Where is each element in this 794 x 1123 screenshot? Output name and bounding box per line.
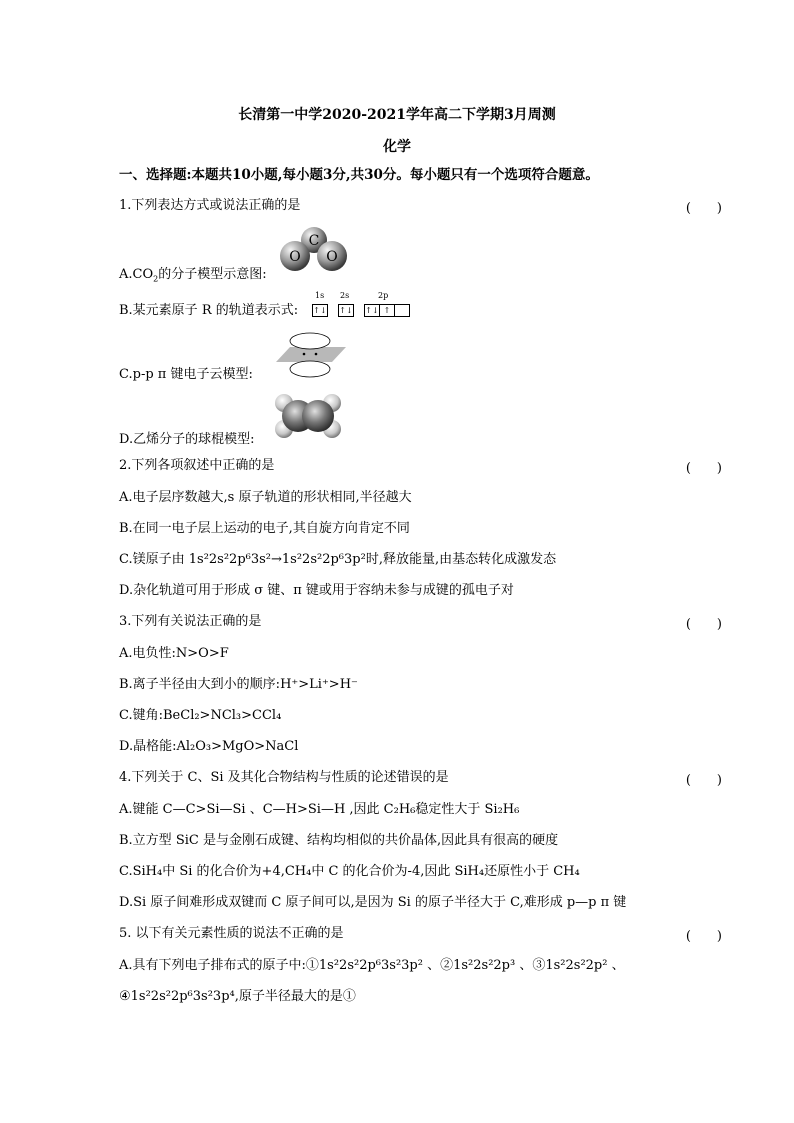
q4-option-c: C.SiH₄中 Si 的化合价为+4,CH₄中 C 的化合价为-4,因此 SiH₄还原性小于 CH₄: [119, 864, 580, 879]
q5-answer-bracket: ( ): [685, 929, 722, 944]
orbital-group-2p: [364, 303, 410, 318]
q4-answer-bracket: ( ): [685, 773, 722, 788]
q4-stem: 4.下列关于 C、Si 及其化合物结构与性质的论述错误的是: [119, 770, 449, 785]
pi-bond-cloud-figure: [276, 332, 346, 378]
pi-bond-lobe-bottom: [290, 361, 330, 377]
section-heading: 一、选择题:本题共10小题,每小题3分,共30分。每小题只有一个选项符合题意。: [119, 167, 599, 183]
ethylene-ball-stick-figure: [272, 391, 344, 441]
q3-stem: 3.下列有关说法正确的是: [119, 614, 262, 629]
orbital-box-1s: ↑↓: [313, 306, 327, 315]
orbital-box-2p-1: ↑↓: [365, 306, 379, 315]
co2-model-figure: [276, 226, 352, 276]
q2-stem: 2.下列各项叙述中正确的是: [119, 458, 275, 473]
orbital-label-2s: 2s: [340, 291, 350, 300]
q1-a-prefix: A.CO: [119, 267, 154, 282]
q2-answer-bracket: ( ): [685, 461, 722, 476]
ethylene-c-ball-2: [302, 400, 334, 432]
q2-option-b: B.在同一电子层上运动的电子,其自旋方向肯定不同: [119, 521, 410, 536]
q5-option-a-line1: A.具有下列电子排布式的原子中:①1s²2s²2p⁶3s²3p² 、②1s²2s²2p³ 、③1s²2s²2p² 、: [119, 958, 625, 973]
q2-option-a: A.电子层序数越大,s 原子轨道的形状相同,半径越大: [119, 490, 412, 505]
q4-option-d: D.Si 原子间难形成双键而 C 原子间可以,是因为 Si 的原子半径大于 C,难形成 p—p π 键: [119, 895, 627, 910]
pi-bond-lobe-top: [290, 333, 330, 349]
pi-bond-nucleus-left: [303, 353, 306, 356]
q4-option-a: A.键能 C—C>Si—Si 、C—H>Si—H ,因此 C₂H₆稳定性大于 Si₂H₆: [119, 802, 520, 817]
q3-option-b: B.离子半径由大到小的顺序:H⁺>Li⁺>H⁻: [119, 677, 358, 692]
q1-stem: 1.下列表达方式或说法正确的是: [119, 198, 301, 213]
orbital-label-2p: 2p: [378, 291, 389, 300]
q1-option-c: C.p-p π 键电子云模型:: [119, 367, 253, 382]
q3-option-a: A.电负性:N>O>F: [119, 646, 229, 661]
orbital-label-1s: 1s: [315, 291, 325, 300]
q1-a-subscript: 2: [153, 274, 159, 284]
q3-option-d: D.晶格能:Al₂O₃>MgO>NaCl: [119, 739, 299, 754]
q3-option-c: C.键角:BeCl₂>NCl₃>CCl₄: [119, 708, 282, 723]
co2-atom-c: C: [308, 233, 320, 249]
orbital-box-2p-3: [395, 304, 410, 317]
q1-answer-bracket: ( ): [685, 201, 722, 216]
q2-option-d: D.杂化轨道可用于形成 σ 键、π 键或用于容纳未参与成键的孤电子对: [119, 583, 514, 598]
exam-title: 长清第一中学2020-2021学年高二下学期3月周测: [238, 107, 556, 123]
co2-atom-o-right: O: [326, 249, 338, 265]
q5-option-a-line2: ④1s²2s²2p⁶3s²3p⁴,原子半径最大的是①: [119, 989, 356, 1004]
orbital-diagram: [312, 291, 410, 318]
q5-stem: 5. 以下有关元素性质的说法不正确的是: [119, 926, 344, 941]
q4-option-b: B.立方型 SiC 是与金刚石成键、结构均相似的共价晶体,因此具有很高的硬度: [119, 833, 559, 848]
q2-option-c: C.镁原子由 1s²2s²2p⁶3s²→1s²2s²2p⁶3p²时,释放能量,由基态转化成激发态: [119, 552, 557, 567]
pi-bond-nucleus-right: [315, 353, 318, 356]
q3-answer-bracket: ( ): [685, 617, 722, 632]
orbital-box-2p-2: ↑: [380, 304, 395, 317]
q1-option-d: D.乙烯分子的球棍模型:: [119, 432, 255, 447]
q1-a-text: 的分子模型示意图:: [158, 267, 267, 282]
orbital-box-2s: ↑↓: [339, 306, 353, 315]
co2-atom-o-left: O: [289, 249, 301, 265]
q1-option-a: [119, 266, 722, 284]
q1-option-b: B.某元素原子 R 的轨道表示式:: [119, 303, 299, 318]
subject-title: 化学: [383, 139, 411, 155]
